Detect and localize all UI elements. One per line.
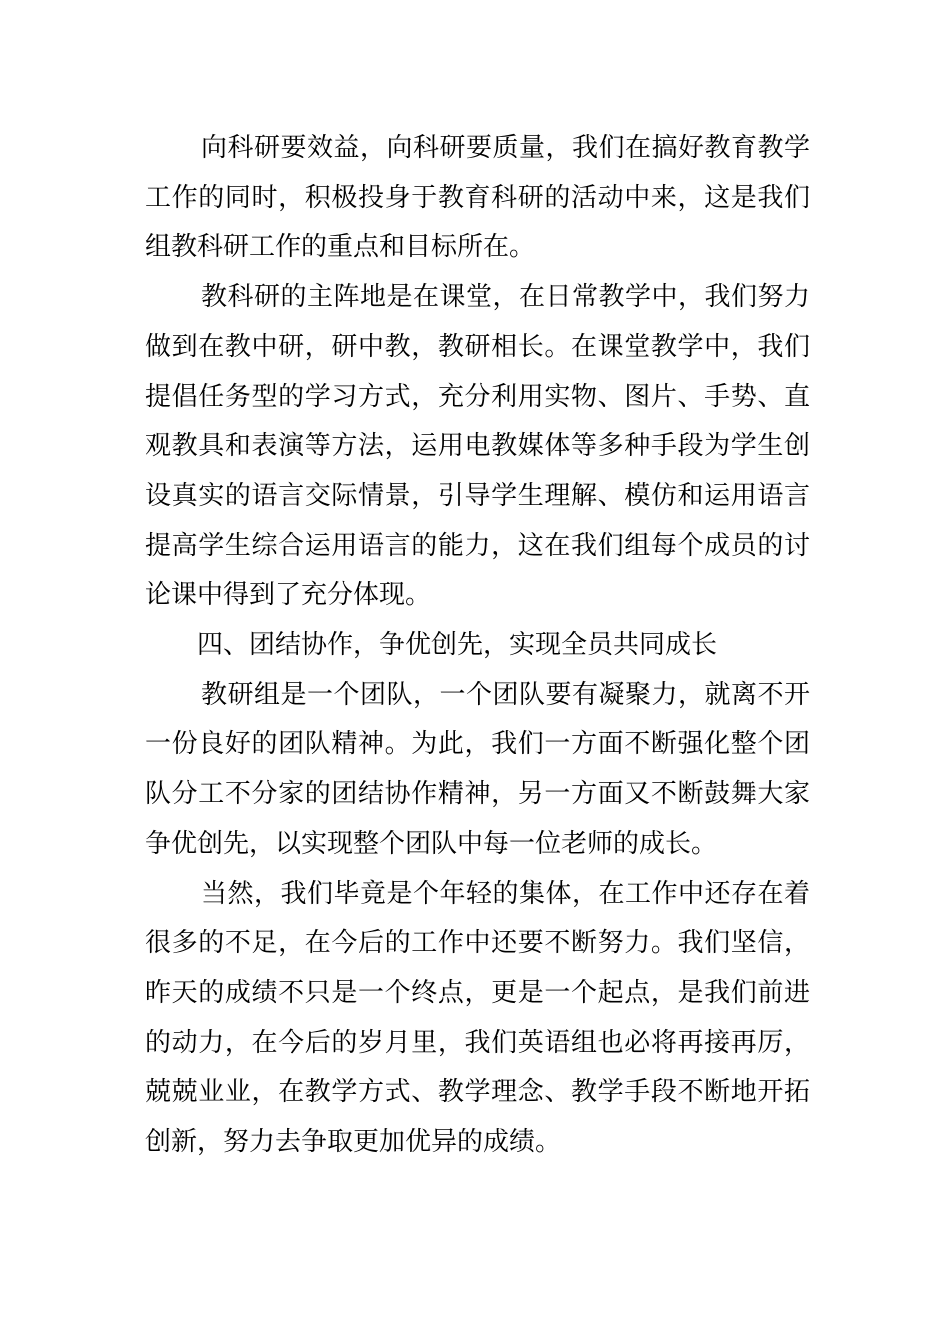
- paragraph-classroom-research: 教科研的主阵地是在课堂，在日常教学中，我们努力做到在教中研，研中教，教研相长。在课堂教学中，我们提倡任务型的学习方式，充分利用实物、图片、手势、直观教具和表演等方法，运用电教媒体等多种手段为学生创设真实的语言交际情景，引导学生理解、模仿和运用语言提高学生综合运用语言的能力，这在我们组每个成员的讨论课中得到了充分体现。: [145, 282, 810, 611]
- paragraph-conclusion: 当然，我们毕竟是个年轻的集体，在工作中还存在着很多的不足，在今后的工作中还要不断努力。我们坚信，昨天的成绩不只是一个终点，更是一个起点，是我们前进的动力，在今后的岁月里，我们英语组也必将再接再厉，兢兢业业，在教学方式、教学理念、教学手段不断地开拓创新，努力去争取更加优异的成绩。: [145, 878, 810, 1158]
- paragraph-research-benefit: 向科研要效益，向科研要质量，我们在搞好教育教学工作的同时，积极投身于教育科研的活动中来，这是我们组教科研工作的重点和目标所在。: [145, 133, 810, 263]
- paragraph-team-spirit: 教研组是一个团队，一个团队要有凝聚力，就离不开一份良好的团队精神。为此，我们一方面不断强化整个团队分工不分家的团结协作精神，另一方面又不断鼓舞大家争优创先，以实现整个团队中每一位老师的成长。: [145, 679, 810, 859]
- document-body: [145, 124, 810, 1168]
- section-heading: 四、团结协作，争优创先，实现全员共同成长: [197, 630, 718, 661]
